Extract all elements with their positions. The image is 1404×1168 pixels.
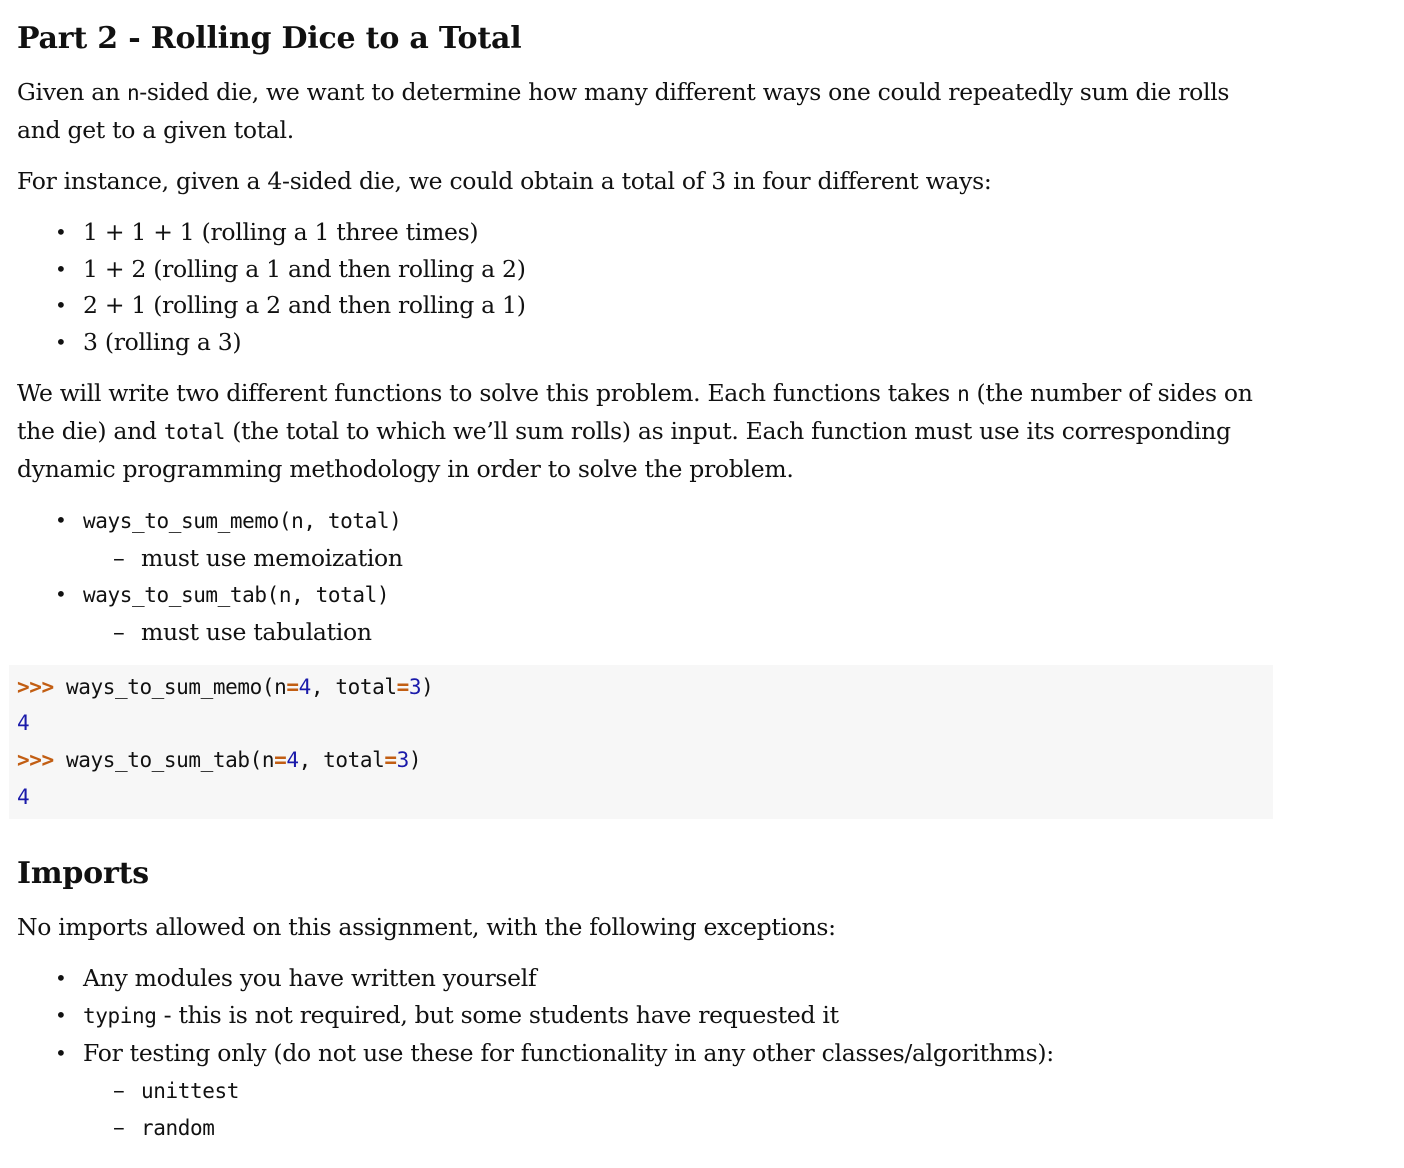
code-output: 4 — [17, 784, 30, 809]
inline-code-unittest: unittest — [141, 1078, 239, 1103]
function-signature-tab: ways_to_sum_tab(n, total) — [83, 583, 390, 608]
list-item: • 1 + 2 (rolling a 1 and then rolling a 2) — [83, 251, 1273, 288]
section-title-part2: Part 2 - Rolling Dice to a Total — [17, 21, 522, 56]
inline-code-random: random — [141, 1116, 215, 1141]
dash-icon: – — [113, 1075, 125, 1104]
code-output: 4 — [17, 711, 30, 736]
ways-list — [17, 214, 1273, 361]
dash-icon: – — [113, 543, 125, 572]
bullet-icon: • — [55, 1040, 67, 1065]
intro-paragraph: Given an n-sided die, we want to determine how many different ways one could repeatedly sum die rolls and get to a given total. — [17, 78, 1230, 144]
imports-list — [17, 960, 1273, 1147]
dash-icon: – — [113, 617, 125, 646]
code-line: >>> ways_to_sum_memo(n=4, total=3) — [17, 674, 434, 699]
functions-list — [17, 502, 1273, 651]
bullet-icon: • — [55, 507, 67, 532]
list-item: • 1 + 1 + 1 (rolling a 1 three times) — [83, 214, 1273, 251]
bullet-icon: • — [55, 256, 67, 281]
code-line: >>> ways_to_sum_tab(n=4, total=3) — [17, 748, 422, 773]
list-item: • 3 (rolling a 3) — [83, 324, 1273, 361]
list-item: • For testing only (do not use these for functionality in any other classes/algorithms): – unittest – random — [83, 1035, 1273, 1147]
dash-icon: – — [113, 1113, 125, 1142]
list-item — [113, 1109, 1273, 1147]
list-item — [113, 1072, 1273, 1110]
bullet-icon: • — [55, 293, 67, 318]
inline-code-n: n — [957, 381, 970, 406]
list-item: • Any modules you have written yourself — [83, 960, 1273, 997]
section-title-imports: Imports — [17, 856, 149, 892]
sub-list — [83, 614, 1273, 651]
bullet-icon: • — [55, 966, 67, 991]
functions-paragraph: We will write two different functions to solve this problem. Each functions takes n (the number of sides on the die) and total (the total to which we’ll sum rolls) as input. Each function must use its corresponding dynamic programming methodology in order to solve the problem. — [17, 378, 1253, 483]
function-signature-memo: ways_to_sum_memo(n, total) — [83, 508, 402, 533]
list-item — [55, 576, 1273, 650]
imports-intro: No imports allowed on this assignment, with the following exceptions: — [17, 913, 836, 942]
code-example-block — [9, 665, 1273, 820]
list-item: – must use tabulation — [141, 614, 1273, 651]
inline-code-typing: typing — [83, 1004, 157, 1029]
bullet-icon: • — [55, 582, 67, 607]
list-item: • 2 + 1 (rolling a 2 and then rolling a 1) — [83, 287, 1273, 324]
list-item: • typing - this is not required, but some students have requested it — [83, 997, 1273, 1035]
list-item: – must use memoization — [141, 540, 1273, 577]
bullet-icon: • — [55, 220, 67, 244]
list-item — [55, 502, 1273, 576]
bullet-icon: • — [55, 330, 67, 355]
sub-list — [83, 1072, 1273, 1147]
bullet-icon: • — [55, 1003, 67, 1028]
inline-code-n: n — [127, 81, 140, 105]
inline-code-total: total — [163, 419, 226, 444]
instance-paragraph: For instance, given a 4-sided die, we could obtain a total of 3 in four different ways: — [17, 167, 992, 195]
sub-list — [83, 540, 1273, 577]
